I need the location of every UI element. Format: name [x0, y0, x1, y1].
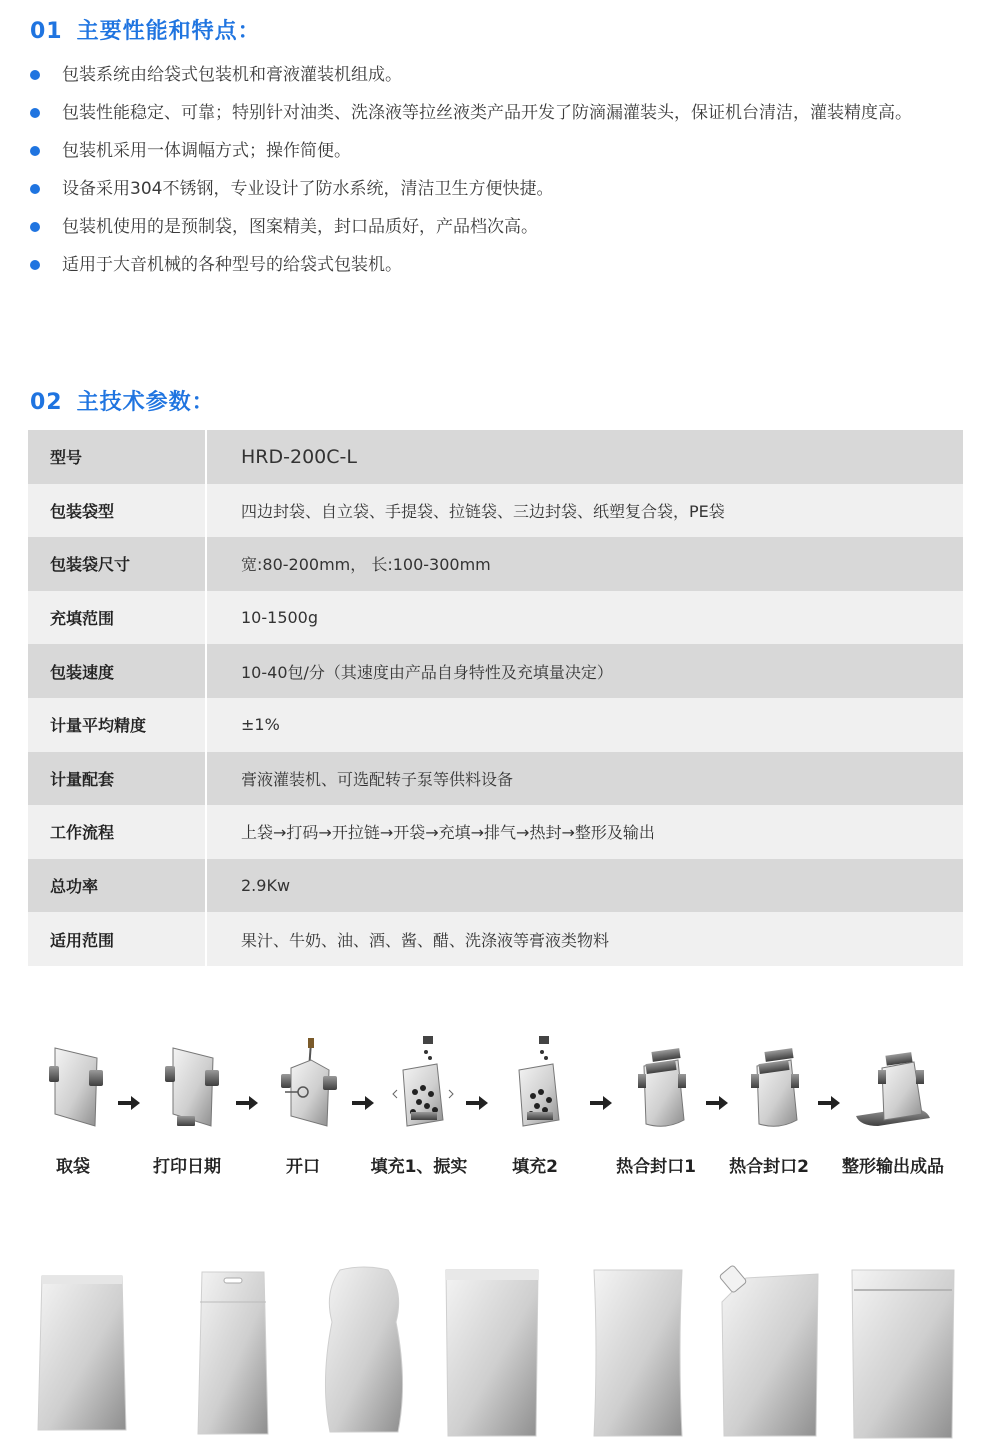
spec-key: 计量配套 — [28, 752, 206, 806]
spec-key: 工作流程 — [28, 805, 206, 859]
spec-key: 包装速度 — [28, 644, 206, 698]
process-step-fill — [480, 1030, 590, 1177]
spec-value: 上袋→打码→开拉链→开袋→充填→排气→热封→整形及输出 — [206, 805, 963, 859]
table-row — [28, 698, 963, 752]
spec-value: HRD-200C-L — [206, 430, 963, 484]
step-label: 热合封口2 — [729, 1157, 809, 1177]
spec-key: 计量平均精度 — [28, 698, 206, 752]
flat-bottom-bag-icon — [34, 1262, 130, 1442]
process-step-heat-seal-1 — [601, 1030, 711, 1177]
spec-value: 宽:80-200mm， 长:100-300mm — [206, 537, 963, 591]
list-item: 设备采用304不锈钢，专业设计了防水系统，清洁卫生方便快捷。 — [30, 170, 980, 208]
step-label: 取袋 — [56, 1157, 90, 1177]
bullet-icon — [30, 108, 40, 118]
spec-key: 总功率 — [28, 859, 206, 913]
bullet-icon — [30, 222, 40, 232]
spec-table — [28, 430, 963, 966]
spec-key: 型号 — [28, 430, 206, 484]
list-item: 包装系统由给袋式包装机和膏液灌装机组成。 — [30, 56, 980, 94]
process-step-fill-vibrate — [364, 1030, 474, 1177]
bullet-icon — [30, 184, 40, 194]
section-number: 01 — [30, 19, 63, 44]
spec-key: 充填范围 — [28, 591, 206, 645]
bag-types-gallery — [0, 1262, 1000, 1447]
process-step-output — [838, 1030, 948, 1177]
spec-key: 适用范围 — [28, 912, 206, 966]
bullet-icon — [30, 260, 40, 270]
spec-value: ±1% — [206, 698, 963, 752]
process-flow — [0, 1030, 1000, 1200]
bag-open-icon — [263, 1030, 343, 1130]
hang-hole-bag-icon — [190, 1262, 276, 1442]
arrow-right-icon — [818, 1096, 840, 1110]
step-label: 整形输出成品 — [842, 1157, 944, 1177]
process-step-heat-seal-2 — [714, 1030, 824, 1177]
features-list — [30, 56, 980, 284]
step-label: 开口 — [286, 1157, 320, 1177]
spec-value: 果汁、牛奶、油、酒、酱、醋、洗涤液等膏液类物料 — [206, 912, 963, 966]
list-item: 适用于大音机械的各种型号的给袋式包装机。 — [30, 246, 980, 284]
bag-pickup-icon — [33, 1030, 113, 1130]
table-row — [28, 591, 963, 645]
process-step-open — [248, 1030, 358, 1177]
specs-section-title — [30, 385, 215, 416]
table-row — [28, 859, 963, 913]
process-step-pickup — [18, 1030, 128, 1177]
shape-output-icon — [848, 1030, 938, 1130]
list-item: 包装机使用的是预制袋，图案精美，封口品质好，产品档次高。 — [30, 208, 980, 246]
section-title-text: 主要性能和特点： — [76, 19, 261, 44]
spec-value: 四边封袋、自立袋、手提袋、拉链袋、三边封袋、纸塑复合袋，PE袋 — [206, 484, 963, 538]
spec-value: 10-40包/分（其速度由产品自身特性及充填量决定） — [206, 644, 963, 698]
table-row — [28, 537, 963, 591]
spec-key: 包装袋型 — [28, 484, 206, 538]
table-row — [28, 805, 963, 859]
stand-up-pouch-icon — [442, 1262, 542, 1442]
step-label: 打印日期 — [153, 1157, 221, 1177]
fill-vibrate-icon — [379, 1030, 459, 1130]
shaped-pouch-icon — [318, 1262, 410, 1442]
list-item: 包装机采用一体调幅方式；操作简便。 — [30, 132, 980, 170]
table-row — [28, 912, 963, 966]
step-label: 填充1、振实 — [370, 1157, 468, 1177]
section-number: 02 — [30, 390, 63, 415]
bullet-icon — [30, 146, 40, 156]
fill-icon — [495, 1030, 575, 1130]
table-row — [28, 752, 963, 806]
table-row — [28, 644, 963, 698]
spec-key: 包装袋尺寸 — [28, 537, 206, 591]
heat-seal-icon — [616, 1030, 696, 1130]
table-row — [28, 484, 963, 538]
date-print-icon — [147, 1030, 227, 1130]
zipper-pouch-icon — [846, 1262, 960, 1442]
four-side-seal-bag-icon — [588, 1262, 688, 1442]
features-section-title — [30, 14, 261, 45]
step-label: 热合封口1 — [616, 1157, 696, 1177]
bullet-icon — [30, 70, 40, 80]
spec-value: 膏液灌装机、可选配转子泵等供料设备 — [206, 752, 963, 806]
heat-seal-icon — [729, 1030, 809, 1130]
table-row — [28, 430, 963, 484]
spout-pouch-icon — [716, 1262, 824, 1442]
list-item: 包装性能稳定、可靠；特别针对油类、洗涤液等拉丝液类产品开发了防滴漏灌装头，保证机台清洁，灌装精度高。 — [30, 94, 980, 132]
step-label: 填充2 — [512, 1157, 558, 1177]
spec-value: 2.9Kw — [206, 859, 963, 913]
spec-value: 10-1500g — [206, 591, 963, 645]
section-title-text: 主技术参数： — [76, 390, 215, 415]
process-step-print — [132, 1030, 242, 1177]
